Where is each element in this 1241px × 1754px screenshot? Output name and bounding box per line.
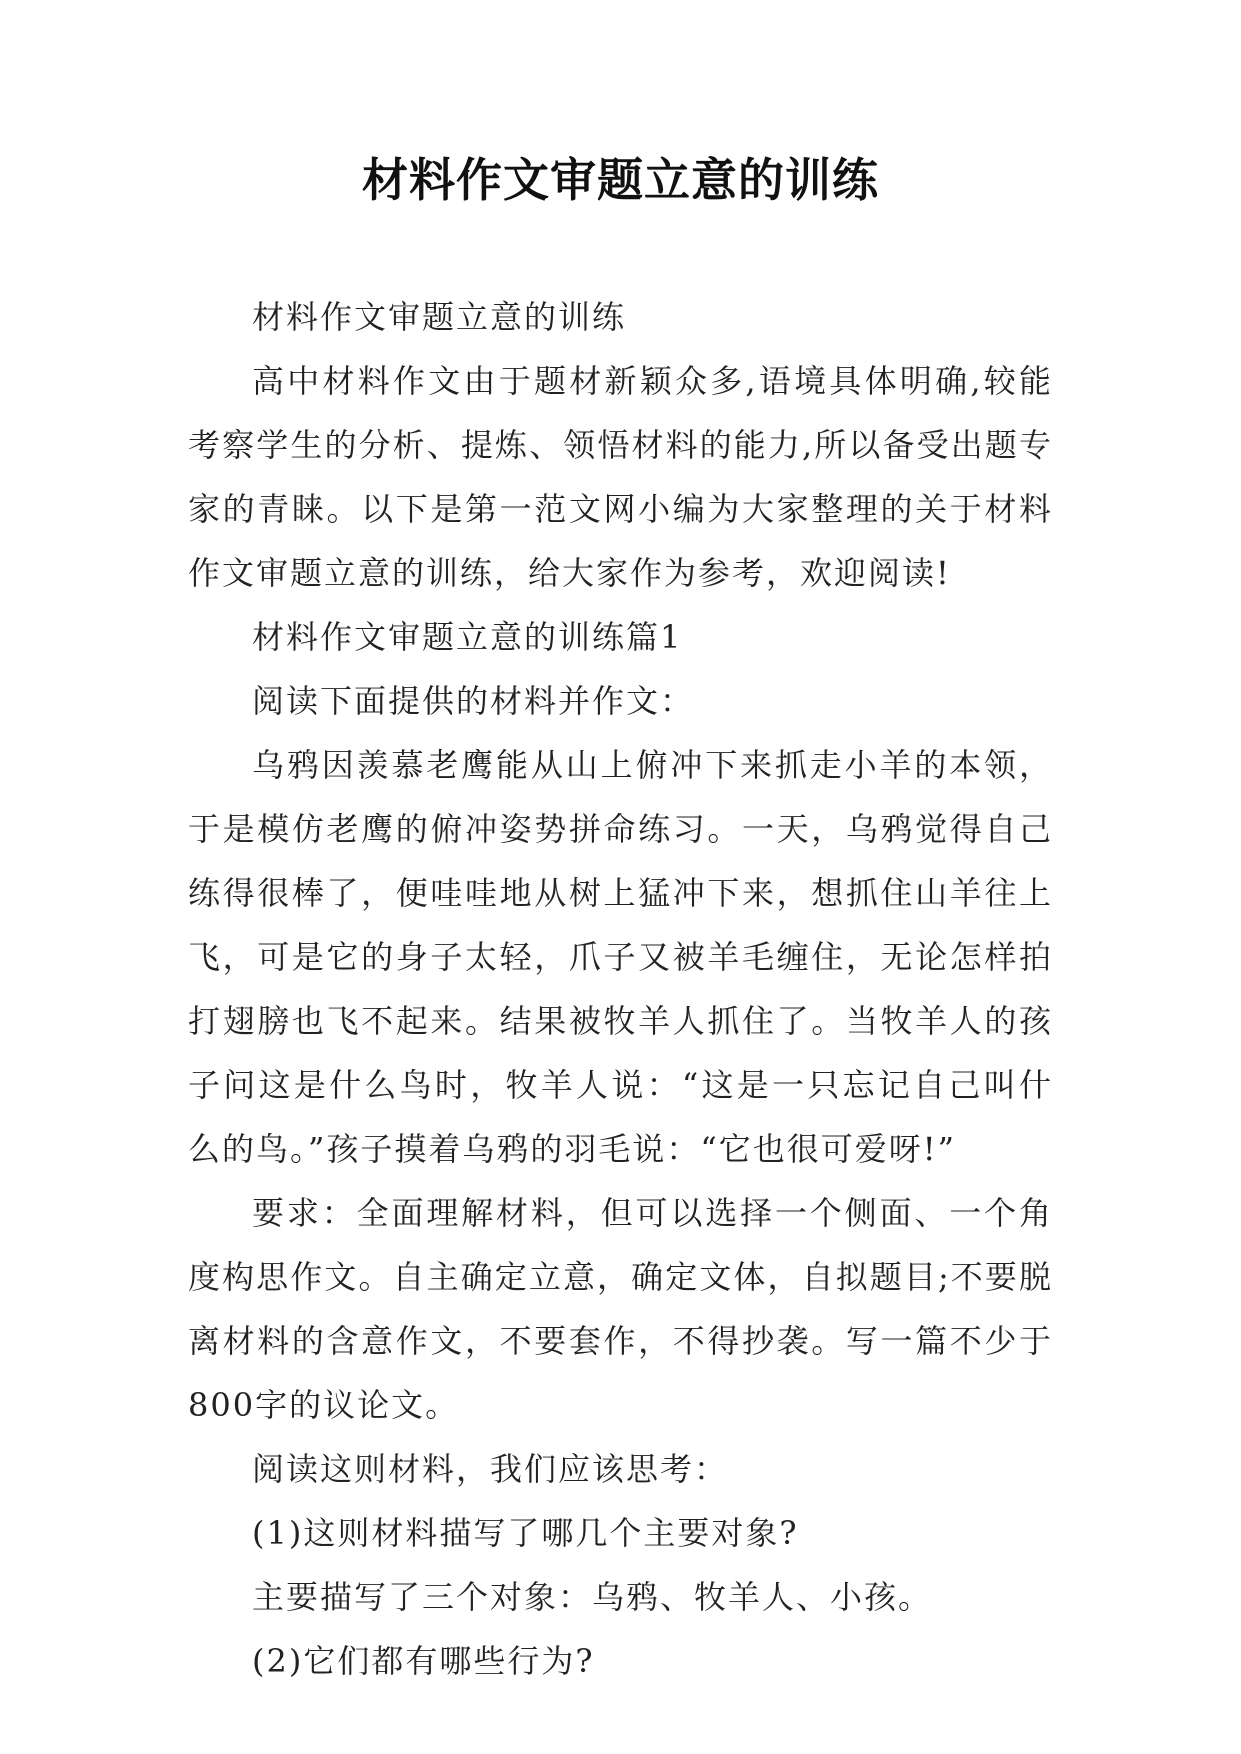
document-body <box>188 285 1053 1693</box>
paragraph: (1)这则材料描写了哪几个主要对象? <box>252 1514 799 1552</box>
paragraph: 高中材料作文由于题材新颖众多,语境具体明确,较能考察学生的分析、提炼、领悟材料的能力,所以备受出题专家的青睐。以下是第一范文网小编为大家整理的关于材料作文审题立意的训练，给大家作为参考，欢迎阅读! <box>188 362 1053 592</box>
document-title: 材料作文审题立意的训练 <box>362 153 879 207</box>
paragraph: 材料作文审题立意的训练篇1 <box>252 618 683 656</box>
paragraph: 阅读下面提供的材料并作文： <box>252 682 695 720</box>
paragraph: 阅读这则材料，我们应该思考： <box>252 1450 729 1488</box>
paragraph: 乌鸦因羡慕老鹰能从山上俯冲下来抓走小羊的本领，于是模仿老鹰的俯冲姿势拼命练习。一天，乌鸦觉得自己练得很棒了，便哇哇地从树上猛冲下来，想抓住山羊往上飞，可是它的身子太轻，爪子又被羊毛缠住，无论怎样拍打翅膀也飞不起来。结果被牧羊人抓住了。当牧羊人的孩子问这是什么鸟时，牧羊人说：“这是一只忘记自己叫什么的鸟。”孩子摸着乌鸦的羽毛说：“它也很可爱呀!” <box>188 746 1053 1168</box>
paragraph: 材料作文审题立意的训练 <box>252 298 627 336</box>
paragraph: 要求：全面理解材料，但可以选择一个侧面、一个角度构思作文。自主确定立意，确定文体，自拟题目;不要脱离材料的含意作文，不要套作，不得抄袭。写一篇不少于800字的议论文。 <box>188 1194 1053 1424</box>
paragraph: 主要描写了三个对象：乌鸦、牧羊人、小孩。 <box>252 1578 933 1616</box>
paragraph: (2)它们都有哪些行为? <box>252 1642 595 1680</box>
